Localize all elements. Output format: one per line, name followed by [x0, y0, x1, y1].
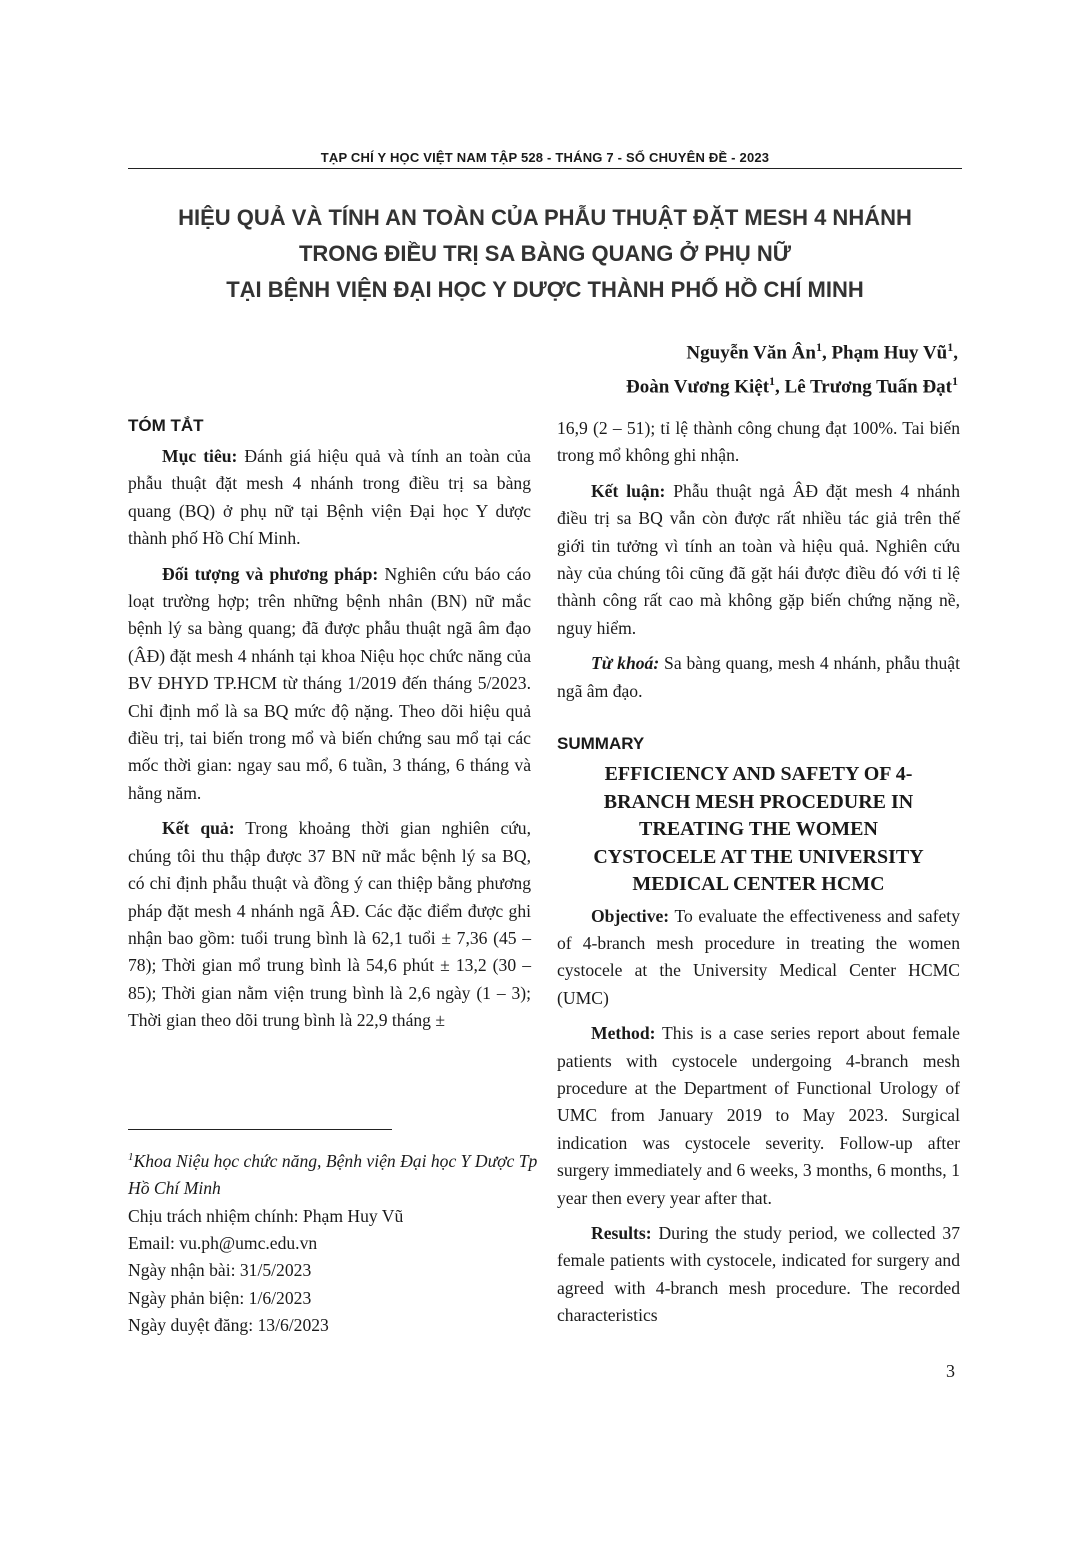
author-line — [626, 367, 958, 401]
header-rule — [128, 168, 962, 169]
running-header: TẠP CHÍ Y HỌC VIỆT NAM TẬP 528 - THÁNG 7 - SỐ CHUYÊN ĐỀ - 2023 — [320, 150, 770, 165]
abstract-keywords — [557, 650, 960, 705]
results-text: During the study period, we collected 37 female patients with cystocele, indicated for surgery and agreed with 4-branch mesh procedure. The recorded characteristics — [557, 1223, 960, 1326]
abstract-results — [128, 815, 531, 1034]
results-text: Trong khoảng thời gian nghiên cứu, chúng tôi thu thập được 37 BN nữ mắc bệnh lý sa BQ, có chỉ định phẫu thuật và đồng ý can thiệp bằng phương pháp đặt mesh 4 nhánh ngã ÂĐ. Các đặc điểm được ghi nhận bao gồm: tuổi trung bình là 62,1 tuổi ± 7,36 (45 – 78); Thời gian mổ trung bình là 54,6 phút ± 13,2 (30 – 85); Thời gian nằm viện trung bình là 2,6 ngày (1 – 3); Thời gian theo dõi trung bình là 22,9 tháng ± — [128, 818, 531, 1031]
objective-label: Mục tiêu: — [162, 446, 238, 466]
footnote-line: Ngày nhận bài: 31/5/2023 — [128, 1260, 312, 1281]
title-line: TRONG ĐIỀU TRỊ SA BÀNG QUANG Ở PHỤ NỮ — [298, 241, 792, 266]
author-affiliation-mark: 1 — [769, 374, 776, 389]
summary-title-line: BRANCH MESH PROCEDURE IN — [603, 790, 914, 813]
author-affiliation-mark: 1 — [952, 374, 958, 389]
author-affiliation-mark: 1 — [947, 340, 954, 354]
abstract-conclusion — [557, 478, 960, 642]
results-label: Results: — [591, 1223, 652, 1244]
summary-objective — [557, 903, 960, 1013]
keywords-text: Sa bàng quang, mesh 4 nhánh, phẫu thuật ngã âm đạo. — [557, 653, 960, 701]
method-text: This is a case series report about female patients with cystocele undergoing 4-branch mesh procedure at the Department of Functional Urology of UMC from January 2019 to May 2023. Surgical indication was cystocele severity. Follow-up after surgery immediately and 6 weeks, 3 months, 6 months, 1 year then every year after that. — [557, 1023, 960, 1208]
left-column — [128, 413, 531, 1043]
abstract-method — [128, 561, 531, 808]
objective-text: Đánh giá hiệu quả và tính an toàn của phẫu thuật đặt mesh 4 nhánh trong điều trị sa bàng quang (BQ) ở phụ nữ tại Bệnh viện Đại học Y dược thành phố Hồ Chí Minh. — [128, 446, 531, 549]
author-name: Lê Trương Tuấn Đạt — [784, 376, 952, 398]
objective-label: Objective: — [591, 905, 670, 926]
affiliation-mark: 1 — [128, 1151, 134, 1163]
author-separator: , — [953, 342, 958, 364]
summary-method — [557, 1020, 960, 1212]
abstract-objective — [128, 443, 531, 553]
method-label: Đối tượng và phương pháp: — [162, 563, 379, 584]
footnote-line: Chịu trách nhiệm chính: Phạm Huy Vũ — [128, 1205, 404, 1226]
author-separator: , — [775, 376, 785, 398]
article-title — [100, 200, 990, 308]
abstract-results-continued: 16,9 (2 – 51); tỉ lệ thành công chung đạt 100%. Tai biến trong mổ không ghi nhận. — [557, 418, 960, 466]
summary-heading: SUMMARY — [557, 734, 645, 754]
method-label: Method: — [591, 1023, 656, 1044]
conclusion-text: Phẫu thuật ngả ÂĐ đặt mesh 4 nhánh điều trị sa BQ vẫn còn được rất nhiều tác giả trên thế giới tin tưởng vì tính an toàn và hiệu quả. Nghiên cứu này của chúng tôi cũng đã gặt hái được điều đó với tỉ lệ thành công rất cao mà không gặp biến chứng nặng nề, nguy hiểm. — [557, 480, 960, 638]
conclusion-label: Kết luận: — [591, 480, 666, 501]
footnote-rule — [128, 1129, 392, 1130]
title-line: TẠI BỆNH VIỆN ĐẠI HỌC Y DƯỢC THÀNH PHỐ HỒ CHÍ MINH — [226, 277, 864, 302]
keywords-label: Từ khoá: — [591, 653, 660, 674]
title-line: HIỆU QUẢ VÀ TÍNH AN TOÀN CỦA PHẪU THUẬT ĐẶT MESH 4 NHÁNH — [178, 205, 912, 230]
author-list — [626, 333, 958, 402]
summary-title-line: MEDICAL CENTER HCMC — [632, 873, 885, 896]
affiliation-text: Khoa Niệu học chức năng, Bệnh viện Đại học Y Dược Tp Hồ Chí Minh — [128, 1150, 538, 1199]
page-number: 3 — [946, 1361, 955, 1381]
method-text: Nghiên cứu báo cáo loạt trường hợp; trên những bệnh nhân (BN) nữ mắc bệnh lý sa bàng quang; đã được phẫu thuật ngã âm đạo (ÂĐ) đặt mesh 4 nhánh tại khoa Niệu học chức năng của BV ĐHYD TP.HCM từ tháng 1/2019 đến tháng 5/2023. Chỉ định mổ là sa BQ mức độ nặng. Theo dõi hiệu quả điều trị, tai biến trong mổ và biến chứng sau mổ tại các mốc thời gian: ngay sau mổ, 6 tuần, 3 tháng, 6 tháng và hằng năm. — [128, 563, 531, 803]
summary-results — [557, 1220, 960, 1330]
author-affiliation-mark: 1 — [815, 340, 822, 354]
footnote-line: Ngày duyệt đăng: 13/6/2023 — [128, 1315, 329, 1336]
summary-title-line: EFFICIENCY AND SAFETY OF 4- — [604, 763, 913, 786]
author-name: Phạm Huy Vũ — [831, 342, 948, 364]
footnote-affiliation — [128, 1144, 538, 1203]
summary-title-line: CYSTOCELE AT THE UNIVERSITY — [593, 845, 924, 868]
footnote-line: Ngày phản biện: 1/6/2023 — [128, 1287, 312, 1308]
summary-title — [557, 761, 960, 899]
abstract-heading: TÓM TẮT — [128, 416, 204, 435]
footnote-line: Email: vu.ph@umc.edu.vn — [128, 1233, 318, 1254]
objective-text: To evaluate the effectiveness and safety of 4-branch mesh procedure in treating the women cystocele at the University Medical Center HCMC (UMC) — [557, 905, 960, 1008]
author-name: Nguyễn Văn Ân — [686, 342, 816, 364]
author-separator: , — [821, 342, 832, 364]
footnote — [128, 1144, 538, 1340]
author-line — [626, 333, 958, 367]
author-name: Đoàn Vương Kiệt — [626, 376, 770, 398]
summary-title-line: TREATING THE WOMEN — [639, 818, 878, 841]
right-column — [557, 415, 960, 1338]
results-label: Kết quả: — [162, 818, 235, 839]
